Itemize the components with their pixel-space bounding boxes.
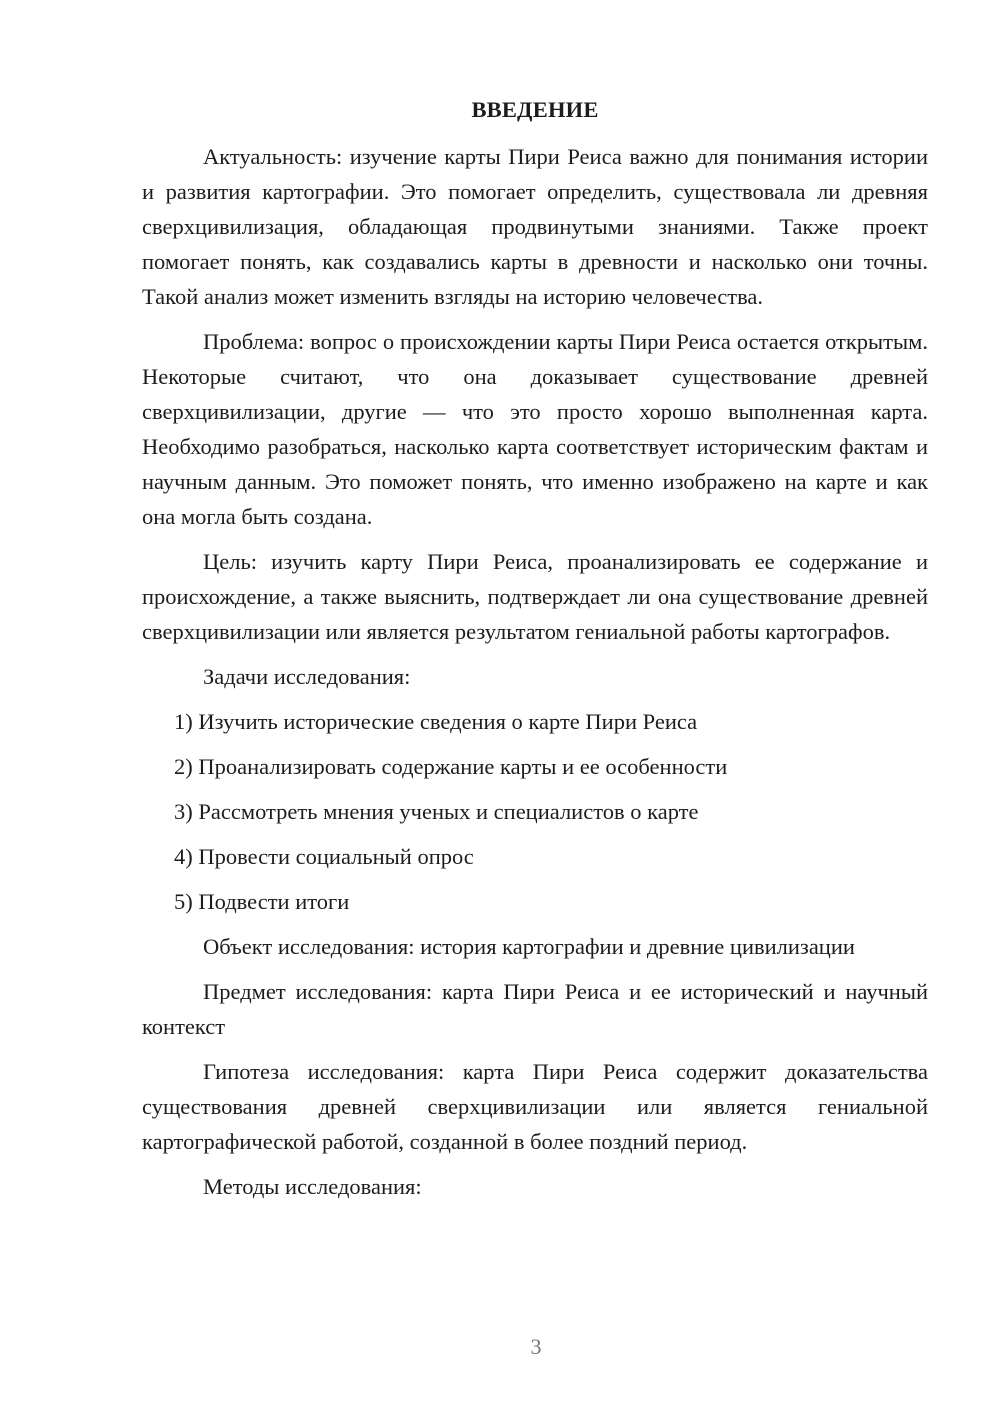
task-item-3: 3) Рассмотреть мнения ученых и специалистов о карте (174, 799, 699, 824)
subject-paragraph: Предмет исследования: карта Пири Реиса и ее исторический и научный контекст (142, 979, 928, 1039)
hypothesis-paragraph: Гипотеза исследования: карта Пири Реиса содержит доказательства существования древней сверхцивилизации или является гениальной картографической работой, созданной в более поздний период. (142, 1059, 928, 1154)
task-item-2: 2) Проанализировать содержание карты и ее особенности (174, 754, 728, 779)
tasks-title: Задачи исследования: (203, 664, 411, 689)
section-heading: ВВЕДЕНИЕ (471, 97, 599, 122)
task-list (142, 704, 928, 919)
task-item-5: 5) Подвести итоги (174, 889, 350, 914)
task-item-1: 1) Изучить исторические сведения о карте Пири Реиса (174, 709, 698, 734)
goal-paragraph: Цель: изучить карту Пири Реиса, проанализировать ее содержание и происхождение, а также выяснить, подтверждает ли она существование древней сверхцивилизации или является результатом гениальной работы картографов. (142, 549, 928, 644)
task-item-4: 4) Провести социальный опрос (174, 844, 474, 869)
document-body (142, 95, 928, 1214)
page-number: 3 (530, 1334, 542, 1359)
object-paragraph: Объект исследования: история картографии и древние цивилизации (203, 934, 855, 959)
problem-paragraph: Проблема: вопрос о происхождении карты Пири Реиса остается открытым. Некоторые считают, что она доказывает существование древней сверхцивилизации, другие — что это просто хорошо выполненная карта. Необходимо разобраться, насколько карта соответствует историческим фактам и научным данным. Это поможет понять, что именно изображено на карте и как она могла быть создана. (142, 329, 928, 529)
methods-paragraph: Методы исследования: (203, 1174, 422, 1199)
relevance-paragraph: Актуальность: изучение карты Пири Реиса важно для понимания истории и развития картографии. Это помогает определить, существовала ли древняя сверхцивилизация, обладающая продвинутыми знаниями. Также проект помогает понять, как создавались карты в древности и насколько они точны. Такой анализ может изменить взгляды на историю человечества. (142, 144, 928, 309)
